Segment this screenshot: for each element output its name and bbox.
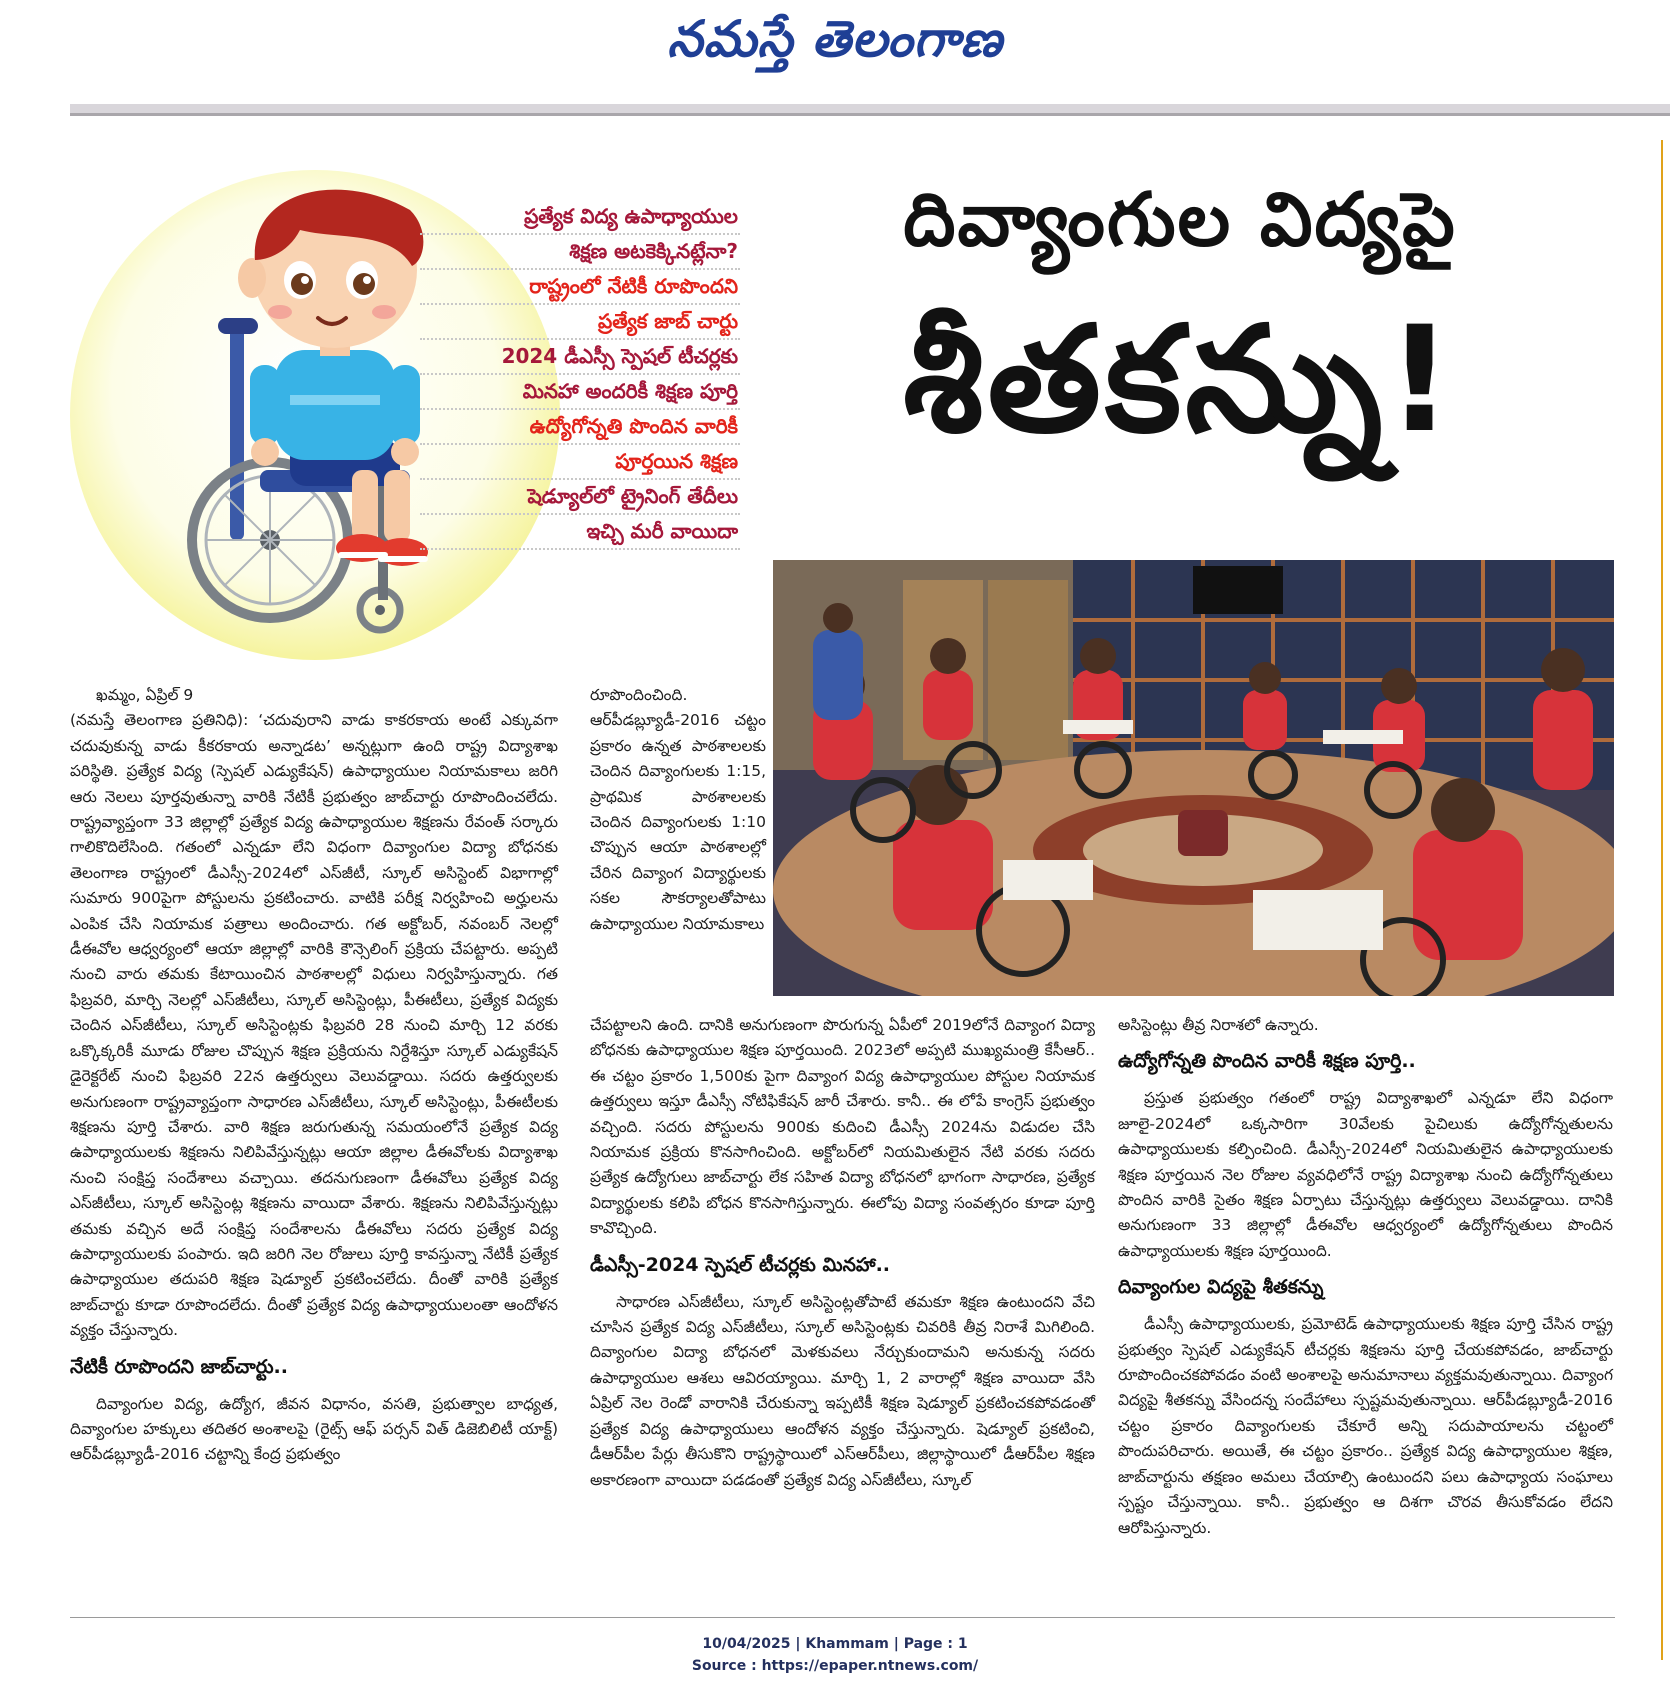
subheading: డీఎస్సీ-2024 స్పెషల్ టీచర్లకు మినహా.. <box>590 1253 890 1276</box>
article-paragraph: రూపొందించింది. ఆర్‌పీడబ్ల్యూడీ-2016 చట్టం ప్రకారం ఉన్నత పాఠశాలలకు చెందిన దివ్యాంగులకు 1:15, ప్రాథమిక పాఠశాలలకు చెందిన దివ్యాంగులకు 1:10 చొప్పున ఆయా పాఠశాలల్లో చేరిన దివ్యాంగ విద్యార్థులకు సకల సౌకర్యాలతోపాటు ఉపాధ్యాయుల నియామకాలు <box>590 686 766 933</box>
masthead <box>0 10 1670 80</box>
deck-line: పూర్తయిన శిక్షణ <box>420 445 740 480</box>
article-paragraph: అసిస్టెంట్లు తీవ్ర నిరాశలో ఉన్నారు. <box>1118 1016 1319 1034</box>
deck-line: 2024 డీఎస్సీ స్పెషల్ టీచర్లకు <box>420 340 740 375</box>
main-headline <box>770 170 1590 490</box>
edition-info: 10/04/2025 | Khammam | Page : 1 <box>702 1636 968 1652</box>
page-footer <box>0 1633 1670 1677</box>
headline-line-1: దివ్యాంగుల విద్యపై <box>903 177 1457 263</box>
dateline: ఖమ్మం, ఏప్రిల్ 9 <box>96 686 194 704</box>
article-column-2 <box>590 1013 1095 1603</box>
newspaper-title: నమస్తే తెలంగాణ <box>667 10 1003 68</box>
footer-divider <box>70 1617 1615 1618</box>
deck-line: ఉద్యోగోన్నతి పొందిన వారికీ <box>420 410 740 445</box>
deck-line: ప్రత్యేక విద్య ఉపాధ్యాయుల <box>420 200 740 235</box>
article-paragraph: సాధారణ ఎస్‌జీటీలు, స్కూల్ అసిస్టెంట్లతోపాటే తమకూ శిక్షణ ఉంటుందని వేచి చూసిన ప్రత్యేక విద్య ఎస్‌జీటీలు, స్కూల్ అసిస్టెంట్లకు చివరికి తీవ్ర నిరాశే మిగిలింది. దివ్యాంగుల విద్యా బోధనలో మెళకువలు నేర్చుకుందామని అనుకున్న సదరు ఉపాధ్యాయుల ఆశలు ఆవిరయ్యాయి. మార్చి 1, 2 వారాల్లో శిక్షణ వాయిదా వేసి ఏప్రిల్ నెల రెండో వారానికి చేరుకున్నా ఇప్పటికీ శిక్షణ షెడ్యూల్ ప్రకటించకపోవడంతో ప్రత్యేక విద్య ఉపాధ్యాయులు ఆందోళన వ్యక్తం చేస్తున్నారు. షెడ్యూల్ ప్రకటించి, డీఆర్‌పీల పేర్లు తీసుకొని రాష్ట్రస్థాయిలో ఎస్‌ఆర్‌పీలు, జిల్లాస్థాయిలో డీఆర్‌పీల శిక్షణ అకారణంగా వాయిదా పడడంతో ప్రత్యేక విద్య ఎస్‌జీటీలు, స్కూల్ <box>590 1292 1095 1489</box>
page-edge-rule <box>1661 140 1663 1660</box>
article-paragraph: ప్రస్తుత ప్రభుత్వం గతంలో రాష్ట్ర విద్యాశాఖలో ఎన్నడూ లేని విధంగా జూలై-2024లో ఒక్కసారిగా 30వేలకు పైచిలుకు ఉద్యోగోన్నతులను ఉపాధ్యాయులకు కల్పించింది. డీఎస్సీ-2024లో నియమితులైన ఉపాధ్యాయులకు శిక్షణ పూర్తయిన నెల రోజుల వ్యవధిలోనే రాష్ట్ర విద్యాశాఖ నుంచి ఉద్యోగోన్నతులు పొందిన వారికి సైతం శిక్షణ ఏర్పాటు చేస్తున్నట్లు ఉత్తర్వులు వెలువడ్డాయి. దానికి అనుగుణంగా 33 జిల్లాల్లో డీఈవోల ఆధ్వర్యంలో ఉద్యోగోన్నతులు పొందిన ఉపాధ్యాయులకు శిక్షణ పూర్తయింది. <box>1118 1089 1613 1260</box>
article-paragraph: చేపట్టాలని ఉంది. దానికి అనుగుణంగా పొరుగున్న ఏపీలో 2019లోనే దివ్యాంగ విద్యా బోధనకు ఉపాధ్యాయుల శిక్షణ పూర్తయింది. 2023లో అప్పటి ముఖ్యమంత్రి కేసీఆర్.. ఈ చట్టం ప్రకారం 1,500కు పైగా దివ్యాంగ విద్య ఉపాధ్యాయుల పోస్టుల నియామక ఉత్తర్వులు ఇస్తూ డీఎస్సీ నోటిఫికేషన్ జారీ చేశారు. కానీ.. ఈ లోపే కాంగ్రెస్ ప్రభుత్వం వచ్చింది. సదరు పోస్టులను 900కు కుదించి డీఎస్సీ 2024ను విడుదల చేసి నియామక ప్రక్రియ కొనసాగించింది. అక్టోబర్‌లో నియమితులైన నేటి వరకు సదరు ప్రత్యేక ఉద్యోగులు జాబ్‌చార్టు లేక సహిత విద్యా బోధనలో భాగంగా సాధారణ, ప్రత్యేక విద్యార్థులకు కలిపి బోధన కొనసాగిస్తున్నారు. ఈలోపు విద్యా సంవత్సరం కూడా పూర్తి కావొచ్చింది. <box>590 1016 1095 1238</box>
article-paragraph: (నమస్తే తెలంగాణ ప్రతినిధి): ‘చదువురాని వాడు కాకరకాయ అంటే ఎక్కువగా చదువుకున్న వాడు కీకరకాయ అన్నాడట’ అన్నట్లుగా ఉంది రాష్ట్ర విద్యాశాఖ పరిస్థితి. ప్రత్యేక విద్య (స్పెషల్ ఎడ్యుకేషన్) ఉపాధ్యాయుల నియామకాలు జరిగి ఆరు నెలలు పూర్తవుతున్నా వారికి నేటికీ ప్రభుత్వం జాబ్‌చార్టు రూపొందించలేదు. రాష్ట్రవ్యాప్తంగా 33 జిల్లాల్లో ప్రత్యేక విద్య ఉపాధ్యాయుల శిక్షణను రేవంత్ సర్కారు గాలికొదిలేసింది. గతంలో ఎన్నడూ లేని విధంగా దివ్యాంగుల విద్యా బోధనకు తెలంగాణ రాష్ట్రంలో డీఎస్సీ-2024లో ఎస్‌జీటీ, స్కూల్ అసిస్టెంట్ విభాగాల్లో సుమారు 900పైగా పోస్టులను ప్రకటించారు. వాటికి పరీక్ష నిర్వహించి అర్హులను ఎంపిక చేసి నియామక పత్రాలు అందించారు. గత అక్టోబర్, నవంబర్ నెలల్లో డీఈవోల ఆధ్వర్యంలో ఆయా జిల్లాల్లో వారికి కౌన్సెలింగ్ ప్రక్రియ చేపట్టారు. అప్పటి నుంచి వారు తమకు కేటాయించిన పాఠశాలల్లో విధులు నిర్వహిస్తున్నారు. గత ఫిబ్రవరి, మార్చి నెలల్లో ఎస్‌జీటీలు, స్కూల్ అసిస్టెంట్లు, పీఈటీలు, ప్రత్యేక విద్యకు చెందిన ఎస్‌జీటీలు, స్కూల్ అసిస్టెంట్లకు ఫిబ్రవరి 28 నుంచి మార్చి 12 వరకు ఒక్కొక్కరికీ మూడు రోజుల చొప్పున శిక్షణ ప్రక్రియను నిర్దేశిస్తూ స్కూల్ ఎడ్యుకేషన్ డైరెక్టరేట్ నుంచి ఫిబ్రవరి 22న ఉత్తర్వులు వెలువడ్డాయి. సదరు ఉత్తర్వులకు అనుగుణంగా రాష్ట్రవ్యాప్తంగా సాధారణ ఎస్‌జీటీలు, స్కూల్ అసిస్టెంట్లు, పీఈటీలకు శిక్షణను పూర్తి చేశారు. వారి శిక్షణ జరుగుతున్న సమయంలోనే ప్రత్యేక విద్య ఉపాధ్యాయులకు శిక్షణను నిలిపివేస్తున్నట్లు ఆయా జిల్లాల డీఈవోలకు విద్యాశాఖ నుంచి సంక్షిప్త సందేశాలు వచ్చాయి. తదనుగుణంగా డీఈవోలు ప్రత్యేక విద్య ఎస్‌జీటీలు, స్కూల్ అసిస్టెంట్ల శిక్షణను వాయిదా వేశారు. శిక్షణను నిలిపివేస్తున్నట్లు తమకు వచ్చిన అదే సంక్షిప్త సందేశాలను డీఈవోలు సదరు ప్రత్యేక విద్య ఉపాధ్యాయులకు పంపారు. ఇది జరిగి నెల రోజులు పూర్తి కావస్తున్నా నేటికీ ప్రత్యేక ఉపాధ్యాయుల తదుపరి శిక్షణ షెడ్యూల్ ప్రకటించలేదు. దీంతో వారికి ప్రత్యేక జాబ్‌చార్టు కూడా రూపొందలేదు. దీంతో ప్రత్యేక విద్య ఉపాధ్యాయులంతా ఆందోళన వ్యక్తం చేస్తున్నారు. <box>70 711 558 1340</box>
classroom-photo-icon <box>773 560 1614 996</box>
deck-line: ప్రత్యేక జాబ్ చార్టు <box>420 305 740 340</box>
source-link[interactable]: Source : https://epaper.ntnews.com/ <box>691 1658 979 1674</box>
deck-line: షెడ్యూల్‌లో ట్రైనింగ్ తేదీలు <box>420 480 740 515</box>
summary-deck <box>420 200 740 550</box>
article-column-3 <box>1118 1013 1613 1603</box>
deck-line: శిక్షణ అటకెక్కినట్లేనా? <box>420 235 740 270</box>
headline-line-2: శీతకన్ను! <box>903 295 1457 465</box>
article-column-2-top <box>590 683 766 1013</box>
subheading: ఉద్యోగోన్నతి పొందిన వారికీ శిక్షణ పూర్తి.. <box>1118 1050 1416 1073</box>
deck-line: రాష్ట్రంలో నేటికీ రూపొందని <box>420 270 740 305</box>
deck-line: ఇచ్చి మరీ వాయిదా <box>420 515 740 550</box>
article-column-1 <box>70 683 558 1603</box>
article-paragraph: డీఎస్సీ ఉపాధ్యాయులకు, ప్రమోటెడ్ ఉపాధ్యాయులకు శిక్షణ పూర్తి చేసిన రాష్ట్ర ప్రభుత్వం స్పెషల్ ఎడ్యుకేషన్ టీచర్లకు శిక్షణను పూర్తి చేయకపోవడం, జాబ్‌చార్టు రూపొందించకపోవడం వంటి అంశాలపై అనుమానాలు వ్యక్తమవుతున్నాయి. దివ్యాంగ విద్యపై శీతకన్ను వేసిందన్న సందేహాలు స్పష్టమవుతున్నాయి. ఆర్‌పీడబ్ల్యూడీ-2016 చట్టం ప్రకారం దివ్యాంగులకు చేకూరే అన్ని సదుపాయాలను చట్టంలో పొందుపరిచారు. అయితే, ఈ చట్టం ప్రకారం.. ప్రత్యేక విద్య ఉపాధ్యాయుల శిక్షణ, జాబ్‌చార్టును తక్షణం అమలు చేయాల్సి ఉంటుందని పలు ఉపాధ్యాయ సంఘాలు స్పష్టం చేస్తున్నాయి. కానీ.. ప్రభుత్వం ఆ దిశగా చొరవ తీసుకోవడం లేదని ఆరోపిస్తున్నారు. <box>1118 1315 1613 1537</box>
masthead-divider <box>70 104 1670 116</box>
article-paragraph: దివ్యాంగుల విద్య, ఉద్యోగ, జీవన విధానం, వసతి, ప్రభుత్వాల బాధ్యత, దివ్యాంగుల హక్కులు తదితర అంశాలపై (రైట్స్ ఆఫ్ పర్సన్ విత్ డిజెబిలిటీ యాక్ట్) ఆర్‌పీడబ్ల్యూడీ-2016 చట్టాన్ని కేంద్ర ప్రభుత్వం <box>70 1394 558 1464</box>
deck-line: మినహా అందరికీ శిక్షణ పూర్తి <box>420 375 740 410</box>
subheading: నేటికీ రూపొందని జాబ్‌చార్టు.. <box>70 1355 288 1378</box>
subheading: దివ్యాంగుల విద్యపై శీతకన్ను <box>1118 1276 1324 1299</box>
